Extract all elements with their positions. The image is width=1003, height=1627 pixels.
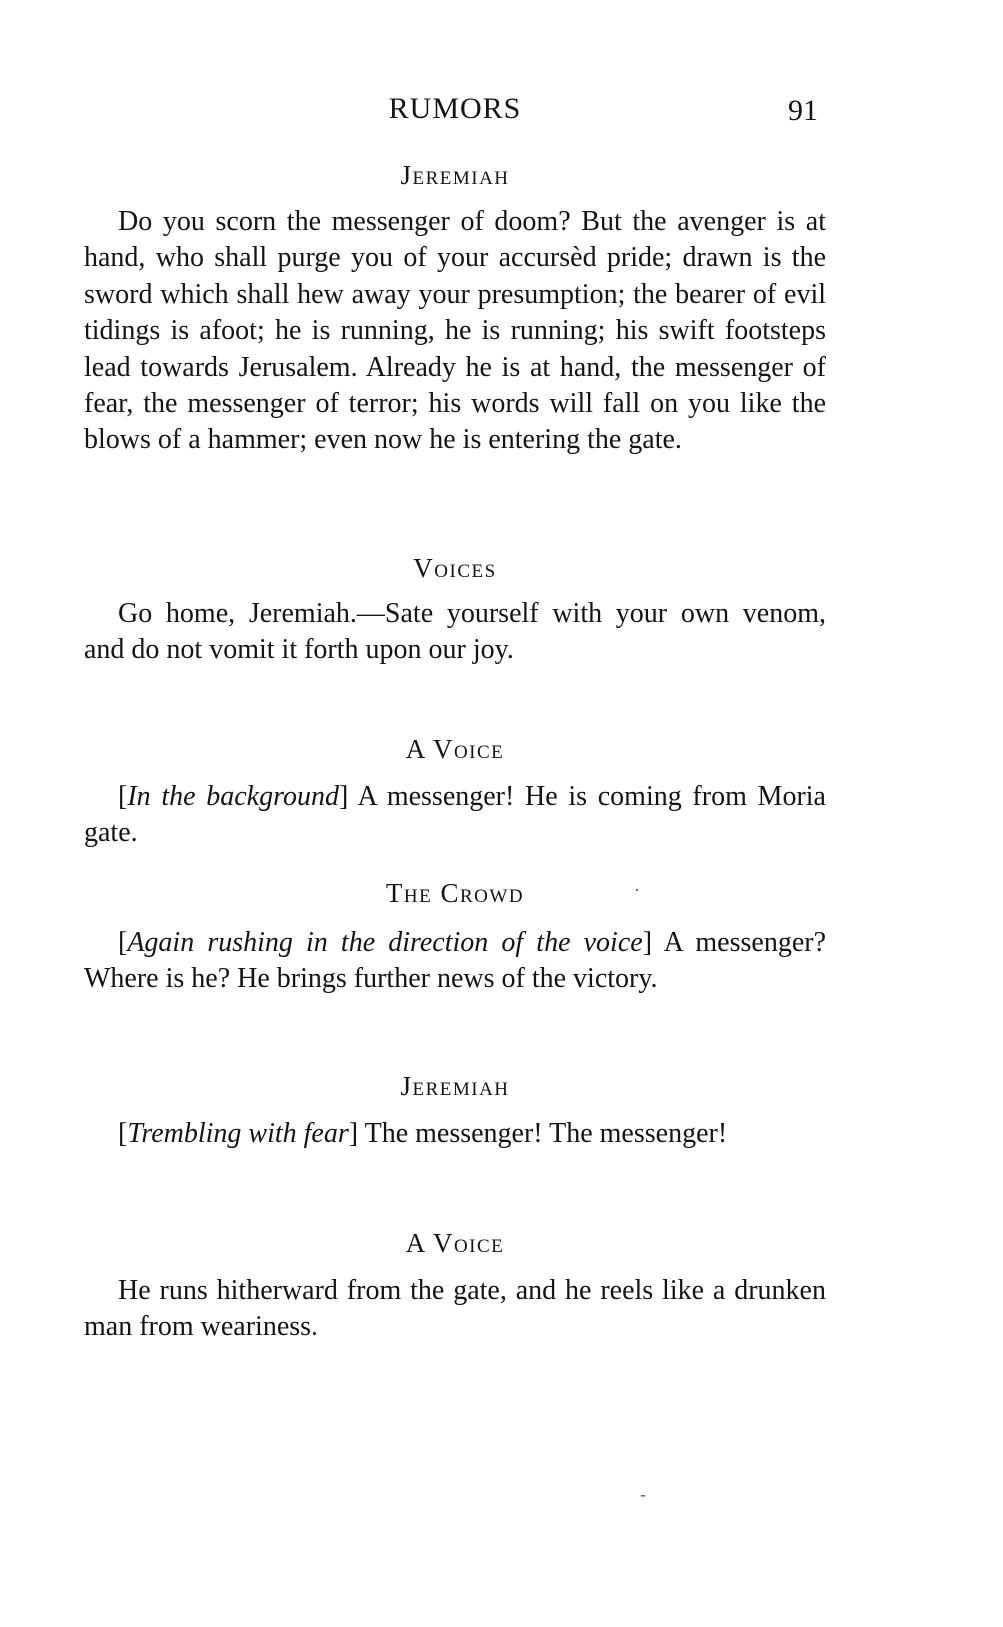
speaker-heading: A Voice (405, 734, 505, 764)
page-number: 91 (788, 94, 818, 127)
running-head (0, 92, 1003, 132)
speech-text: A messenger! He is coming from Moria gate. (84, 781, 826, 849)
stage-direction: In the background (127, 781, 339, 812)
speech-paragraph (84, 204, 826, 459)
stage-direction: Again rushing in the direction of the voice (127, 927, 643, 958)
stage-direction: Trembling with fear (127, 1118, 349, 1149)
speaker-heading: A Voice (405, 1228, 505, 1258)
speech-paragraph: [Again rushing in the direction of the voice] A messenger? Where is he? He brings further news of the victory. (84, 927, 826, 995)
speech-text: Do you scorn the messenger of doom? But the avenger is at hand, who shall purge you of your accursèd pride; drawn is the sword which shall hew away your presumption; the bearer of evil tidings is afoot; he is running, he is running; his swift footsteps lead towards Jerusalem. Already he is at hand, the messenger of fear, the messenger of terror; his words will fall on you like the blows of a hammer; even now he is entering the gate. (84, 206, 826, 456)
speech-text: Go home, Jeremiah.—Sate yourself with your own venom, and do not vomit it forth upon our joy. (84, 598, 826, 666)
running-title: RUMORS (388, 92, 522, 125)
speaker-heading: Jeremiah (400, 1071, 510, 1101)
speech-paragraph (84, 1273, 826, 1346)
speaker-heading: Voices (413, 553, 497, 583)
speaker-heading: The Crowd (385, 878, 525, 908)
print-speck: · (634, 880, 640, 900)
print-speck: - (640, 1484, 646, 1504)
speech-paragraph: [In the background] A messenger! He is coming from Moria gate. (84, 781, 826, 849)
speech-text: The messenger! The messenger! (364, 1118, 728, 1149)
speech-text: A messenger? Where is he? He brings further news of the victory. (84, 927, 826, 995)
speech-paragraph: [Trembling with fear] The messenger! The messenger! (118, 1118, 728, 1149)
speech-paragraph (84, 596, 826, 669)
speech-text: He runs hitherward from the gate, and he reels like a drunken man from weariness. (84, 1275, 826, 1343)
speaker-heading: Jeremiah (400, 160, 510, 190)
